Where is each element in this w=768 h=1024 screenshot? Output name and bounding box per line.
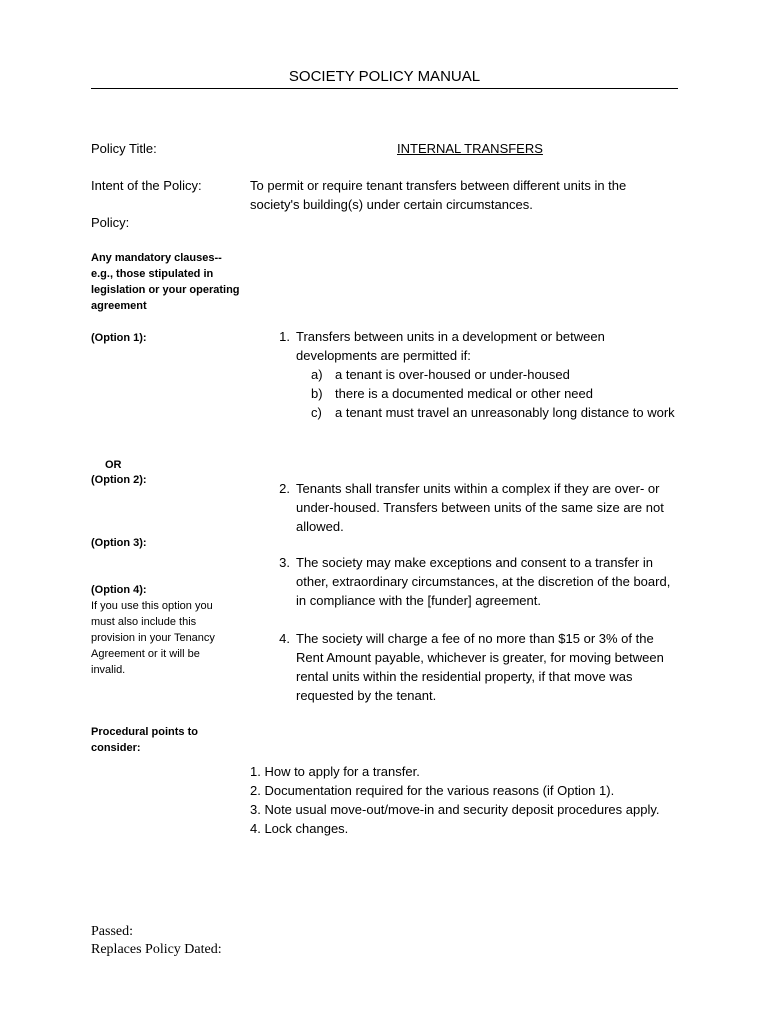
option2-label: (Option 2): [91,474,147,486]
procedural-points-list [250,762,660,838]
sub-text: there is a documented medical or other need [335,386,593,401]
item-text: The society will charge a fee of no more than $15 or 3% of the Rent Amount payable, whichever is greater, for moving between rental units within the residential property, if that move was requested by the tenant. [296,631,664,703]
sub-text: a tenant must travel an unreasonably long distance to work [335,405,675,420]
procedural-point: 1. How to apply for a transfer. [250,764,420,779]
option3-label: (Option 3): [91,537,147,549]
procedural-point: 3. Note usual move-out/move-in and security deposit procedures apply. [250,802,660,817]
policy-item-2 [266,479,676,536]
option4-note: If you use this option you must also include this provision in your Tenancy Agreement or it will be invalid. [91,600,215,676]
procedural-point: 2. Documentation required for the various reasons (if Option 1). [250,783,615,798]
policy-title-label: Policy Title: [91,141,157,156]
intent-value: To permit or require tenant transfers between different units in the society's building(s) under certain circumstances. [250,178,627,212]
or-label: OR [105,459,122,471]
policy-item-3 [266,553,676,610]
document-title: SOCIETY POLICY MANUAL [91,66,678,89]
policy-title-value: INTERNAL TRANSFERS [397,141,543,156]
item-number: 4. [279,631,290,646]
procedural-label: Procedural points to consider: [91,726,198,754]
mandatory-clauses-label: Any mandatory clauses--e.g., those stipulated in legislation or your operating agreement [91,252,240,312]
sub-letter: b) [311,386,323,401]
replaces-label: Replaces Policy Dated: [91,942,222,957]
item-text: The society may make exceptions and consent to a transfer in other, extraordinary circumstances, at the discretion of the board, in compliance with the [funder] agreement. [296,555,671,608]
procedural-point: 4. Lock changes. [250,821,349,836]
item-text: Transfers between units in a development or between developments are permitted if: [296,329,605,363]
policy-item-4 [266,629,676,705]
policy-item-1 [266,327,676,422]
item-text: Tenants shall transfer units within a complex if they are over- or under-housed. Transfers between units of the same size are not allowed. [296,481,664,534]
item-number: 1. [279,329,290,344]
policy-label: Policy: [91,215,130,230]
item-number: 2. [279,481,290,496]
sub-item [311,384,676,403]
sub-item [311,365,676,384]
sub-letter: a) [311,367,323,382]
intent-label: Intent of the Policy: [91,178,202,193]
sub-letter: c) [311,405,322,420]
passed-label: Passed: [91,924,133,939]
item-number: 3. [279,555,290,570]
option1-label: (Option 1): [91,332,147,344]
option4-label: (Option 4): [91,584,147,596]
sub-item [311,403,676,422]
sub-text: a tenant is over-housed or under-housed [335,367,570,382]
